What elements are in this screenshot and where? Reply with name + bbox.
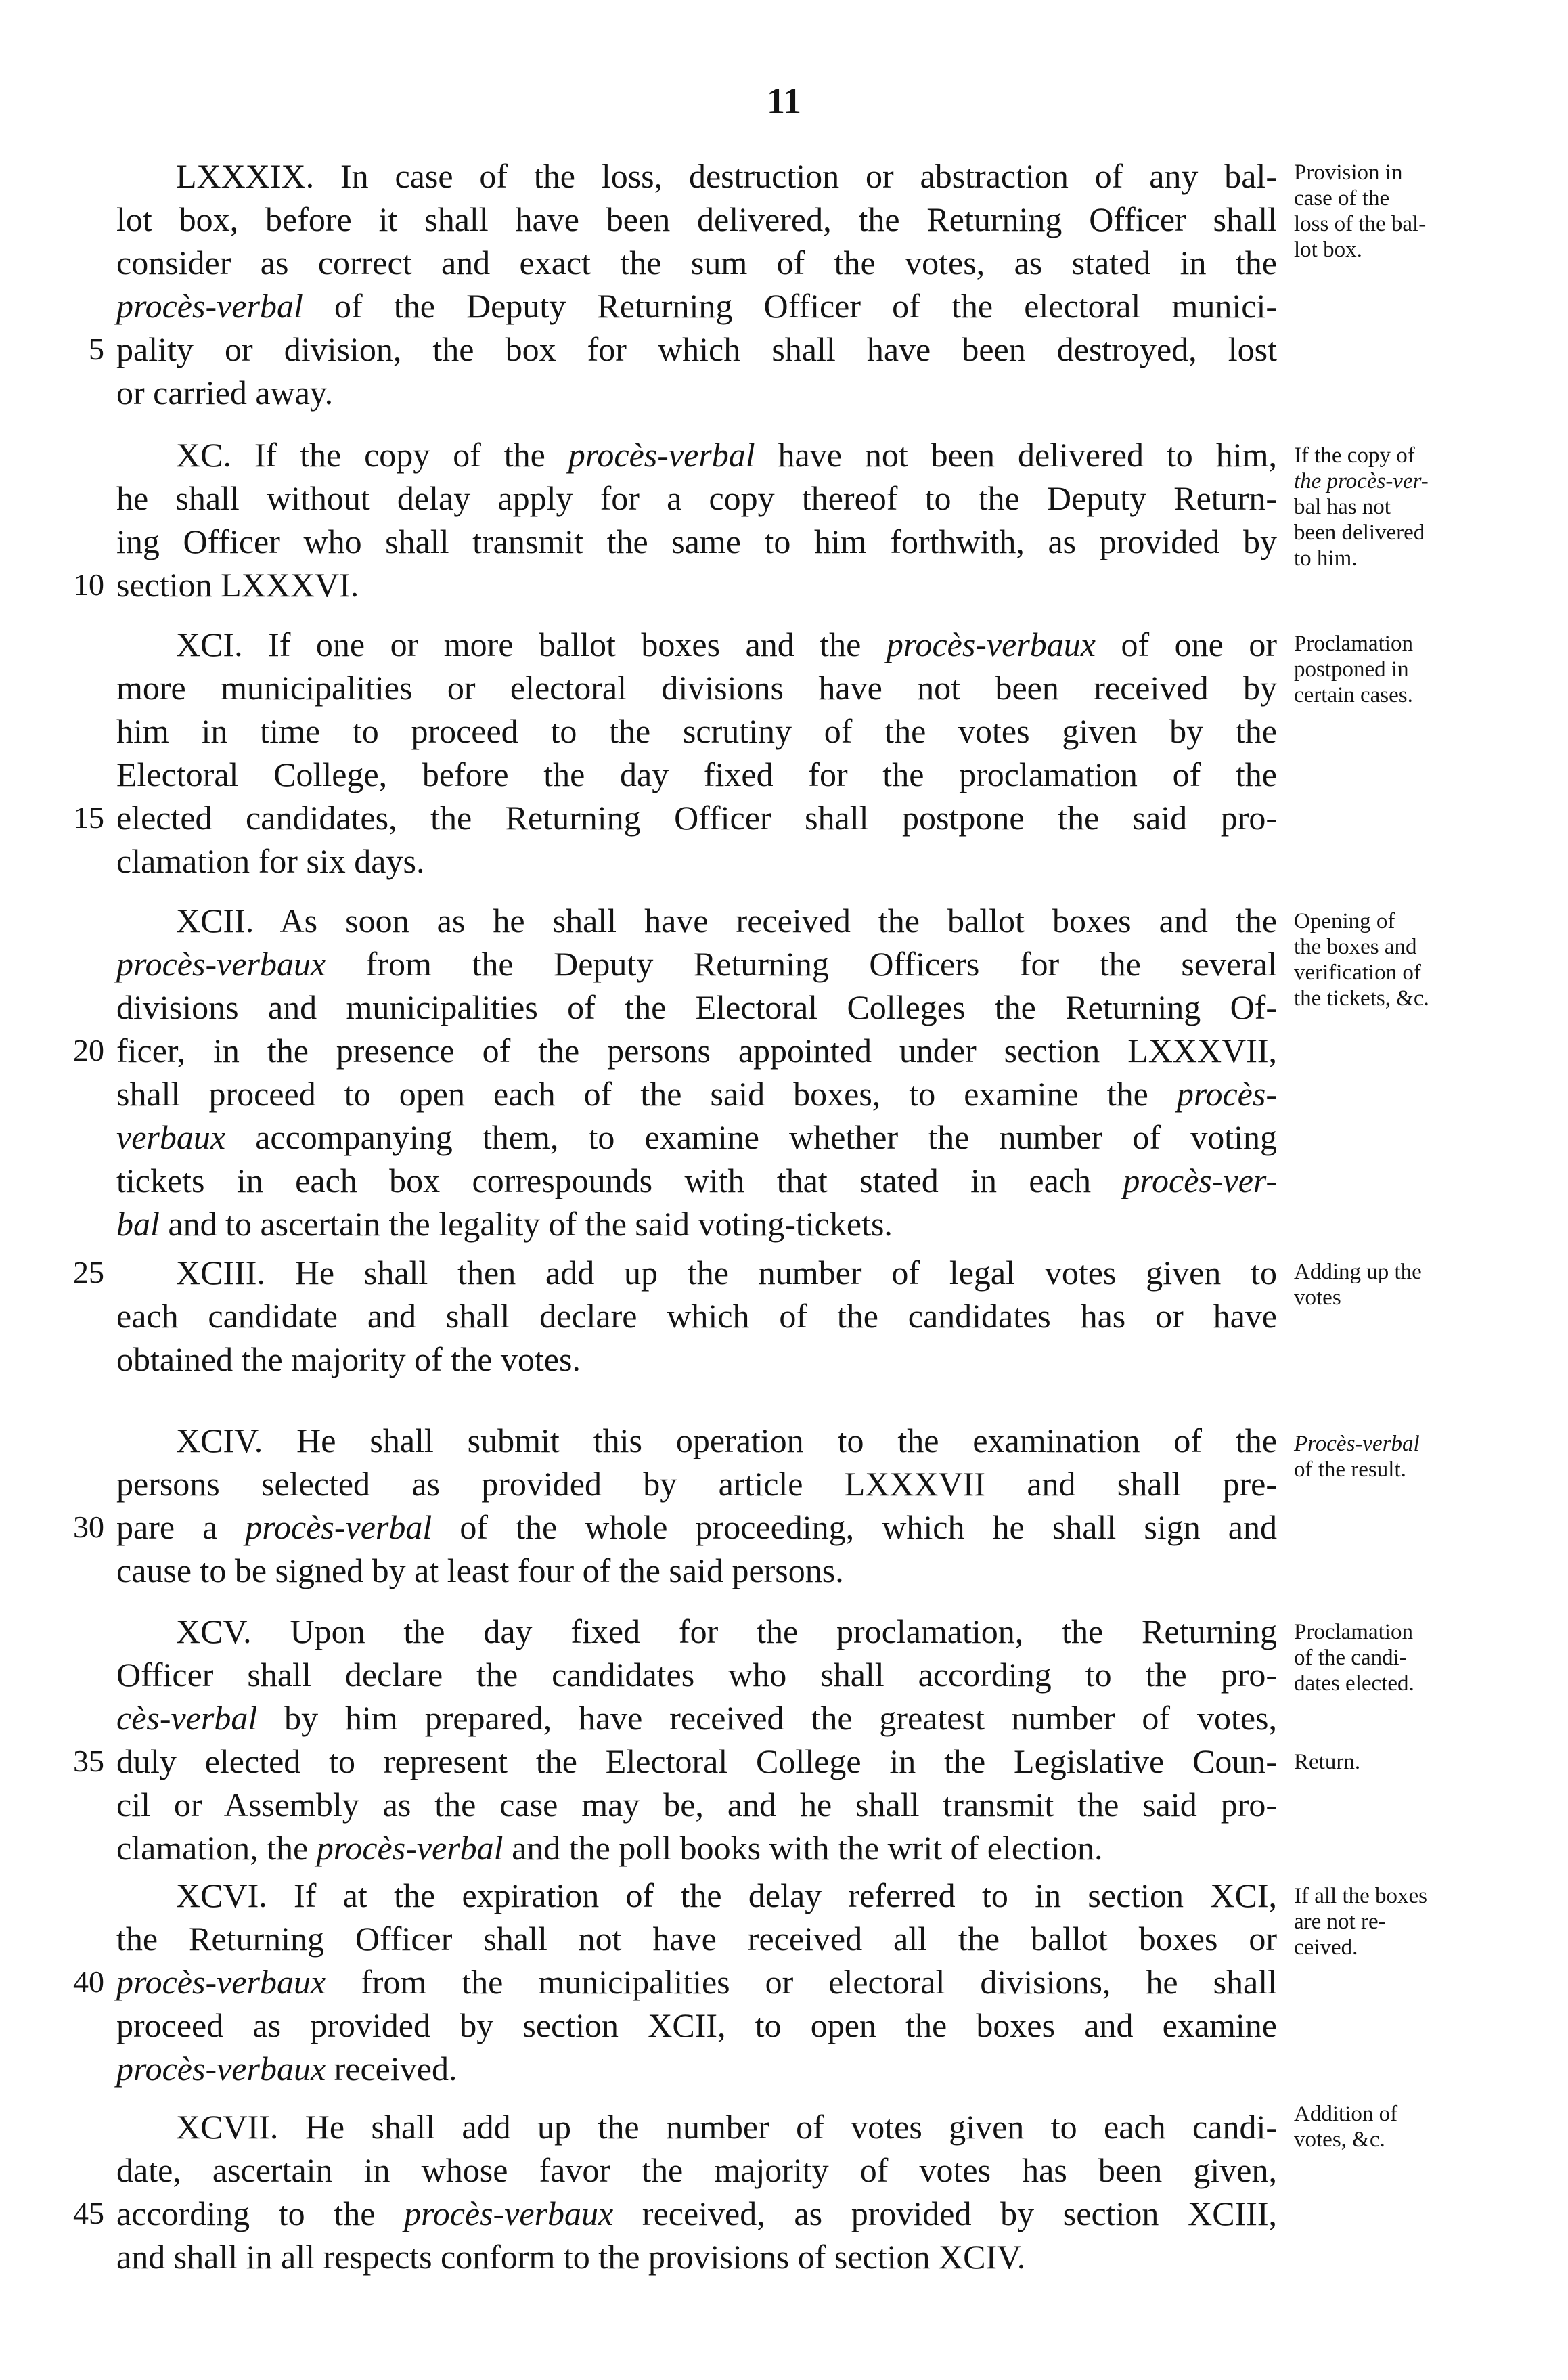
text-line: clamation for six days. bbox=[116, 842, 425, 880]
section-text bbox=[116, 1610, 1277, 1870]
line-number: 10 bbox=[73, 567, 104, 602]
text-line: and shall in all respects conform to the provisions of section XCIV. bbox=[116, 2238, 1026, 2276]
margin-note-line: Proclamation bbox=[1294, 632, 1413, 656]
margin-note-line: Adding up the bbox=[1294, 1260, 1422, 1284]
text-line: bal and to ascertain the legality of the said voting-tickets. bbox=[116, 1205, 893, 1243]
section-text bbox=[116, 899, 1277, 1246]
margin-note-line: Proclamation bbox=[1294, 1620, 1413, 1644]
section-text bbox=[116, 2105, 1277, 2278]
margin-note-line: the tickets, &c. bbox=[1294, 986, 1429, 1011]
line-number: 5 bbox=[89, 332, 104, 366]
section-text bbox=[116, 1874, 1277, 2090]
line-number: 30 bbox=[73, 1509, 104, 1544]
text-line: procès-verbaux from the municipalities or electoral divisions, he shall bbox=[116, 1963, 1277, 2001]
margin-note bbox=[1294, 160, 1551, 263]
text-line: XCVII. He shall add up the number of votes given to each candi- bbox=[176, 2108, 1277, 2146]
text-line: Officer shall declare the candidates who shall according to the pro- bbox=[116, 1656, 1277, 1694]
text-line: him in time to proceed to the scrutiny of the votes given by the bbox=[116, 712, 1277, 750]
text-line: more municipalities or electoral divisions have not been received by bbox=[116, 669, 1277, 707]
text-line: the Returning Officer shall not have received all the ballot boxes or bbox=[116, 1920, 1277, 1958]
margin-note-line: If all the boxes bbox=[1294, 1884, 1428, 1908]
margin-note-line: loss of the bal- bbox=[1294, 212, 1427, 236]
text-line: section LXXXVI. bbox=[116, 566, 359, 604]
line-number: 25 bbox=[73, 1255, 104, 1290]
text-line: obtained the majority of the votes. bbox=[116, 1340, 581, 1378]
section-text bbox=[116, 1251, 1277, 1381]
margin-note bbox=[1294, 2101, 1551, 2153]
text-line: procès-verbal of the Deputy Returning Officer of the electoral munici- bbox=[116, 287, 1277, 325]
line-number: 35 bbox=[73, 1744, 104, 1778]
margin-note-line: votes, &c. bbox=[1294, 2128, 1385, 2152]
line-number: 20 bbox=[73, 1033, 104, 1067]
margin-note bbox=[1294, 908, 1551, 1011]
text-line: consider as correct and exact the sum of the votes, as stated in the bbox=[116, 244, 1277, 282]
text-line: lot box, before it shall have been delivered, the Returning Officer shall bbox=[116, 200, 1277, 238]
text-line: each candidate and shall declare which of the candidates has or have bbox=[116, 1297, 1277, 1335]
text-line: cause to be signed by at least four of the said persons. bbox=[116, 1551, 844, 1589]
line-number: 15 bbox=[73, 800, 104, 835]
line-number: 45 bbox=[73, 2196, 104, 2230]
margin-note-line: Return. bbox=[1294, 1750, 1361, 1774]
margin-note-line: Provision in bbox=[1294, 160, 1403, 185]
margin-note-line: verification of bbox=[1294, 961, 1421, 985]
margin-note-line: If the copy of bbox=[1294, 443, 1415, 468]
section-text bbox=[116, 154, 1277, 414]
margin-note bbox=[1294, 1619, 1551, 1696]
text-line: LXXXIX. In case of the loss, destruction or abstraction of any bal- bbox=[176, 157, 1277, 195]
page-number: 11 bbox=[766, 81, 802, 121]
margin-note-line: Procès-verbal bbox=[1294, 1432, 1420, 1456]
text-line: procès-verbaux from the Deputy Returning Officers for the several bbox=[116, 945, 1277, 983]
margin-note bbox=[1294, 1259, 1551, 1310]
text-line: XCIII. He shall then add up the number of legal votes given to bbox=[176, 1254, 1277, 1292]
section-text bbox=[116, 623, 1277, 883]
text-line: pality or division, the box for which shall have been destroyed, lost bbox=[116, 330, 1277, 368]
section-text bbox=[116, 433, 1277, 607]
text-line: cès-verbal by him prepared, have received the greatest number of votes, bbox=[116, 1699, 1277, 1737]
margin-note-line: certain cases. bbox=[1294, 683, 1413, 707]
margin-note-line: ceived. bbox=[1294, 1935, 1358, 1960]
text-line: he shall without delay apply for a copy thereof to the Deputy Return- bbox=[116, 479, 1277, 517]
margin-note-line: the procès-ver- bbox=[1294, 469, 1429, 493]
text-line: elected candidates, the Returning Officer shall postpone the said pro- bbox=[116, 799, 1277, 837]
text-line: XCI. If one or more ballot boxes and the procès-verbaux of one or bbox=[176, 625, 1277, 663]
margin-note-line: the boxes and bbox=[1294, 935, 1417, 959]
margin-note-return bbox=[1294, 1749, 1551, 1775]
text-line: XCVI. If at the expiration of the delay referred to in section XCI, bbox=[176, 1876, 1277, 1914]
text-line: cil or Assembly as the case may be, and he shall transmit the said pro- bbox=[116, 1786, 1277, 1824]
text-line: clamation, the procès-verbal and the poll books with the writ of election. bbox=[116, 1829, 1103, 1867]
margin-note-line: are not re- bbox=[1294, 1910, 1386, 1934]
text-line: verbaux accompanying them, to examine whether the number of voting bbox=[116, 1118, 1277, 1156]
text-line: XCIV. He shall submit this operation to the examination of the bbox=[176, 1422, 1277, 1459]
text-line: proceed as provided by section XCII, to open the boxes and examine bbox=[116, 2006, 1277, 2044]
text-line: duly elected to represent the Electoral College in the Legislative Coun- bbox=[116, 1742, 1277, 1780]
margin-note-line: bal has not bbox=[1294, 495, 1391, 519]
margin-note bbox=[1294, 443, 1551, 571]
margin-note-line: postponed in bbox=[1294, 657, 1409, 682]
text-line: XCV. Upon the day fixed for the proclamation, the Returning bbox=[176, 1612, 1277, 1650]
margin-note-line: Addition of bbox=[1294, 2102, 1398, 2126]
margin-note-line: case of the bbox=[1294, 186, 1390, 211]
text-line: Electoral College, before the day fixed for the proclamation of the bbox=[116, 755, 1277, 793]
text-line: persons selected as provided by article LXXXVII and shall pre- bbox=[116, 1465, 1277, 1503]
margin-note-line: dates elected. bbox=[1294, 1671, 1414, 1696]
margin-note-line: votes bbox=[1294, 1285, 1341, 1310]
text-line: according to the procès-verbaux received, as provided by section XCIII, bbox=[116, 2195, 1277, 2232]
text-line: shall proceed to open each of the said boxes, to examine the procès- bbox=[116, 1075, 1277, 1113]
margin-note-line: been delivered bbox=[1294, 521, 1425, 545]
text-line: XC. If the copy of the procès-verbal have not been delivered to him, bbox=[176, 436, 1277, 474]
margin-note bbox=[1294, 1883, 1551, 1960]
text-line: procès-verbaux received. bbox=[116, 2050, 457, 2088]
text-line: tickets in each box correspounds with that stated in each procès-ver- bbox=[116, 1162, 1277, 1199]
margin-note-line: lot box. bbox=[1294, 238, 1362, 262]
margin-note-line: Opening of bbox=[1294, 909, 1395, 933]
margin-note-line: of the result. bbox=[1294, 1457, 1406, 1482]
text-line: XCII. As soon as he shall have received the ballot boxes and the bbox=[176, 902, 1277, 940]
text-line: or carried away. bbox=[116, 374, 334, 412]
margin-note-line: of the candi- bbox=[1294, 1646, 1407, 1670]
text-line: date, ascertain in whose favor the majority of votes has been given, bbox=[116, 2151, 1277, 2189]
text-line: ing Officer who shall transmit the same to him forthwith, as provided by bbox=[116, 523, 1277, 560]
section-text bbox=[116, 1419, 1277, 1592]
text-line: pare a procès-verbal of the whole proceeding, which he shall sign and bbox=[116, 1508, 1278, 1546]
margin-note bbox=[1294, 1431, 1551, 1482]
margin-note bbox=[1294, 631, 1551, 708]
text-line: divisions and municipalities of the Electoral Colleges the Returning Of- bbox=[116, 988, 1277, 1026]
line-number: 40 bbox=[73, 1964, 104, 1999]
margin-note-line: to him. bbox=[1294, 546, 1358, 571]
text-line: ficer, in the presence of the persons appointed under section LXXXVII, bbox=[116, 1032, 1277, 1070]
